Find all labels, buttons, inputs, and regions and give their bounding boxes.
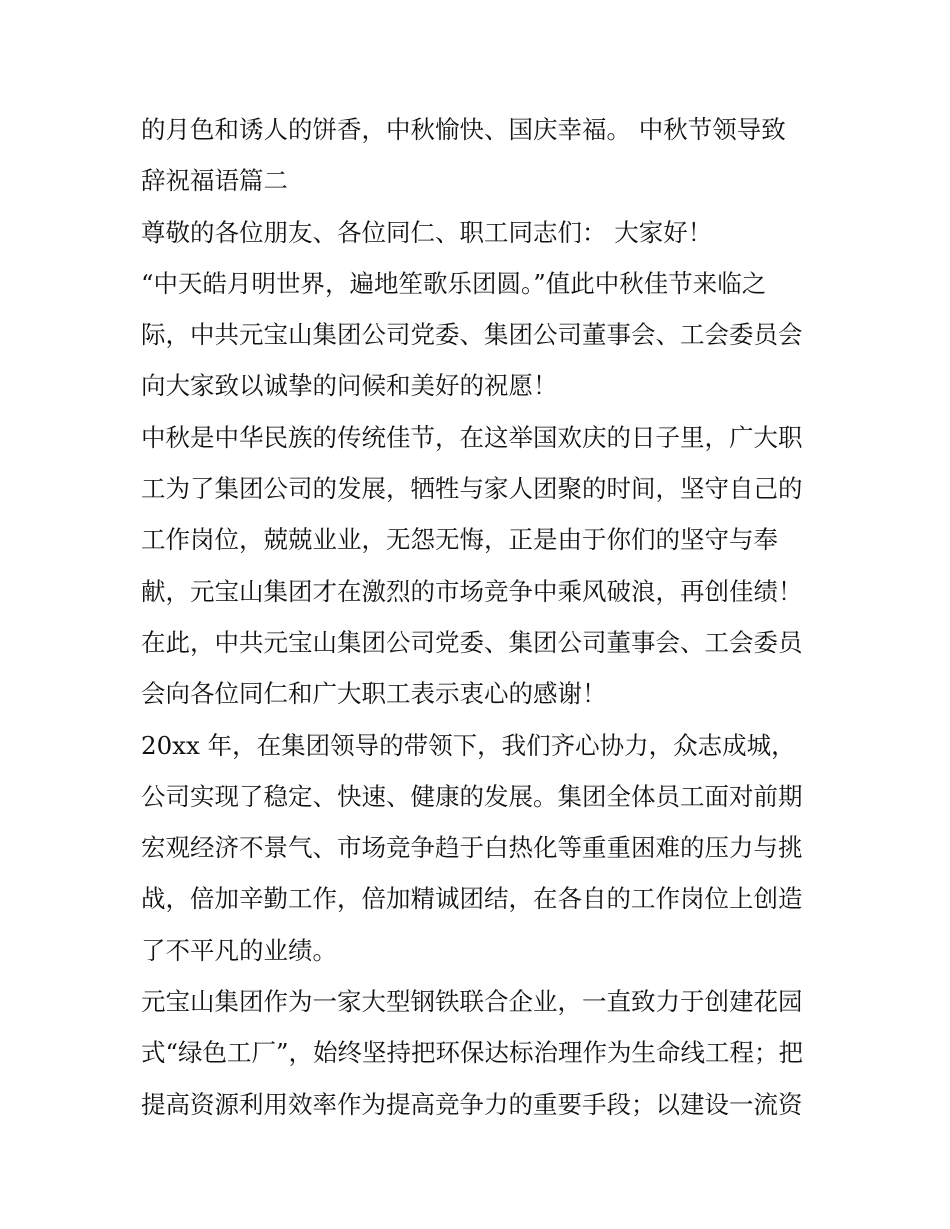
text-line: 提高资源利用效率作为提高竞争力的重要手段；以建设一流资 — [141, 1089, 803, 1119]
text-line: 际，中共元宝山集团公司党委、集团公司董事会、工会委员会 — [141, 320, 803, 350]
document-body — [141, 104, 821, 1130]
text-line: 元宝山集团作为一家大型钢铁联合企业，一直致力于创建花园 — [141, 987, 803, 1017]
text-line: 工作岗位，兢兢业业，无怨无悔，正是由于你们的坚守与奉 — [141, 525, 778, 555]
text-line: 向大家致以诚挚的问候和美好的祝愿！ — [141, 371, 558, 401]
text-line: 中秋是中华民族的传统佳节，在这举国欢庆的日子里，广大职 — [141, 422, 803, 452]
text-line: 尊敬的各位朋友、各位同仁、职工同志们： 大家好！ — [141, 217, 713, 247]
text-line: 式“绿色工厂”，始终坚持把环保达标治理作为生命线工程；把 — [141, 1038, 804, 1068]
text-line: 在此，中共元宝山集团公司党委、集团公司董事会、工会委员 — [141, 627, 803, 657]
text-line: 辞祝福语篇二 — [141, 166, 288, 196]
text-line: 了不平凡的业绩。 — [141, 935, 337, 965]
text-line: “中天皓月明世界，遍地笙歌乐团圆。”值此中秋佳节来临之 — [141, 268, 767, 298]
text-line: 献，元宝山集团才在激烈的市场竞争中乘风破浪，再创佳绩！ — [141, 576, 803, 606]
text-line: 的月色和诱人的饼香，中秋愉快、国庆幸福。 中秋节领导致 — [141, 115, 786, 144]
text-line: 战，倍加辛勤工作，倍加精诚团结，在各自的工作岗位上创造 — [141, 884, 803, 914]
text-line: 会向各位同仁和广大职工表示衷心的感谢！ — [141, 679, 607, 709]
text-line: 工为了集团公司的发展，牺牲与家人团聚的时间，坚守自己的 — [141, 474, 803, 504]
text-line: 宏观经济不景气、市场竞争趋于白热化等重重困难的压力与挑 — [141, 833, 803, 863]
text-line: 公司实现了稳定、快速、健康的发展。集团全体员工面对前期 — [141, 781, 803, 811]
text-line: 20xx 年，在集团领导的带领下，我们齐心协力，众志成城， — [141, 730, 796, 760]
